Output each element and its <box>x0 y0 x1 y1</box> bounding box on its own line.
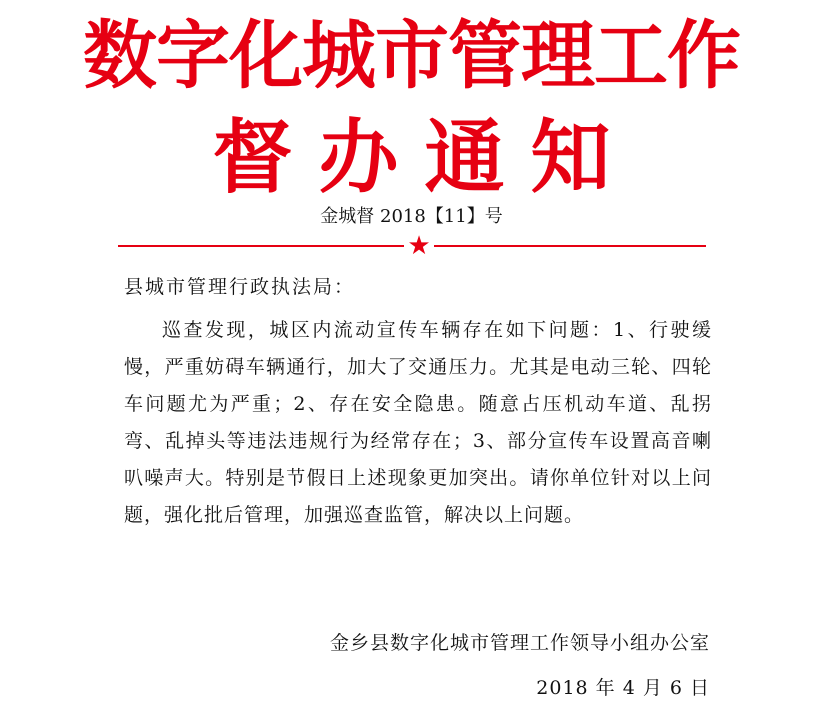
red-divider-left <box>118 245 404 247</box>
letter-body: 巡查发现，城区内流动宣传车辆存在如下问题：1、行驶缓慢，严重妨碍车辆通行，加大了交通压力。尤其是电动三轮、四轮车问题尤为严重；2、存在安全隐患。随意占压机动车道、乱拐弯、乱掉头等违法违规行为经常存在；3、部分宣传车设置高音喇叭噪声大。特别是节假日上述现象更加突出。请你单位针对以上问题，强化批后管理，加强巡查监管，解决以上问题。 <box>124 319 712 526</box>
red-divider-right <box>434 245 706 247</box>
document-title-line2: 督办通知 <box>212 111 637 204</box>
document-title-line1: 数字化城市管理工作 <box>83 13 740 99</box>
issue-date: 2018 年 4 月 6 日 <box>536 677 710 699</box>
star-icon: ★ <box>407 231 431 261</box>
sender-signature: 金乡县数字化城市管理工作领导小组办公室 <box>329 632 710 654</box>
document-number: 金城督 2018【11】号 <box>320 206 503 227</box>
addressee: 县城市管理行政执法局： <box>124 276 356 298</box>
